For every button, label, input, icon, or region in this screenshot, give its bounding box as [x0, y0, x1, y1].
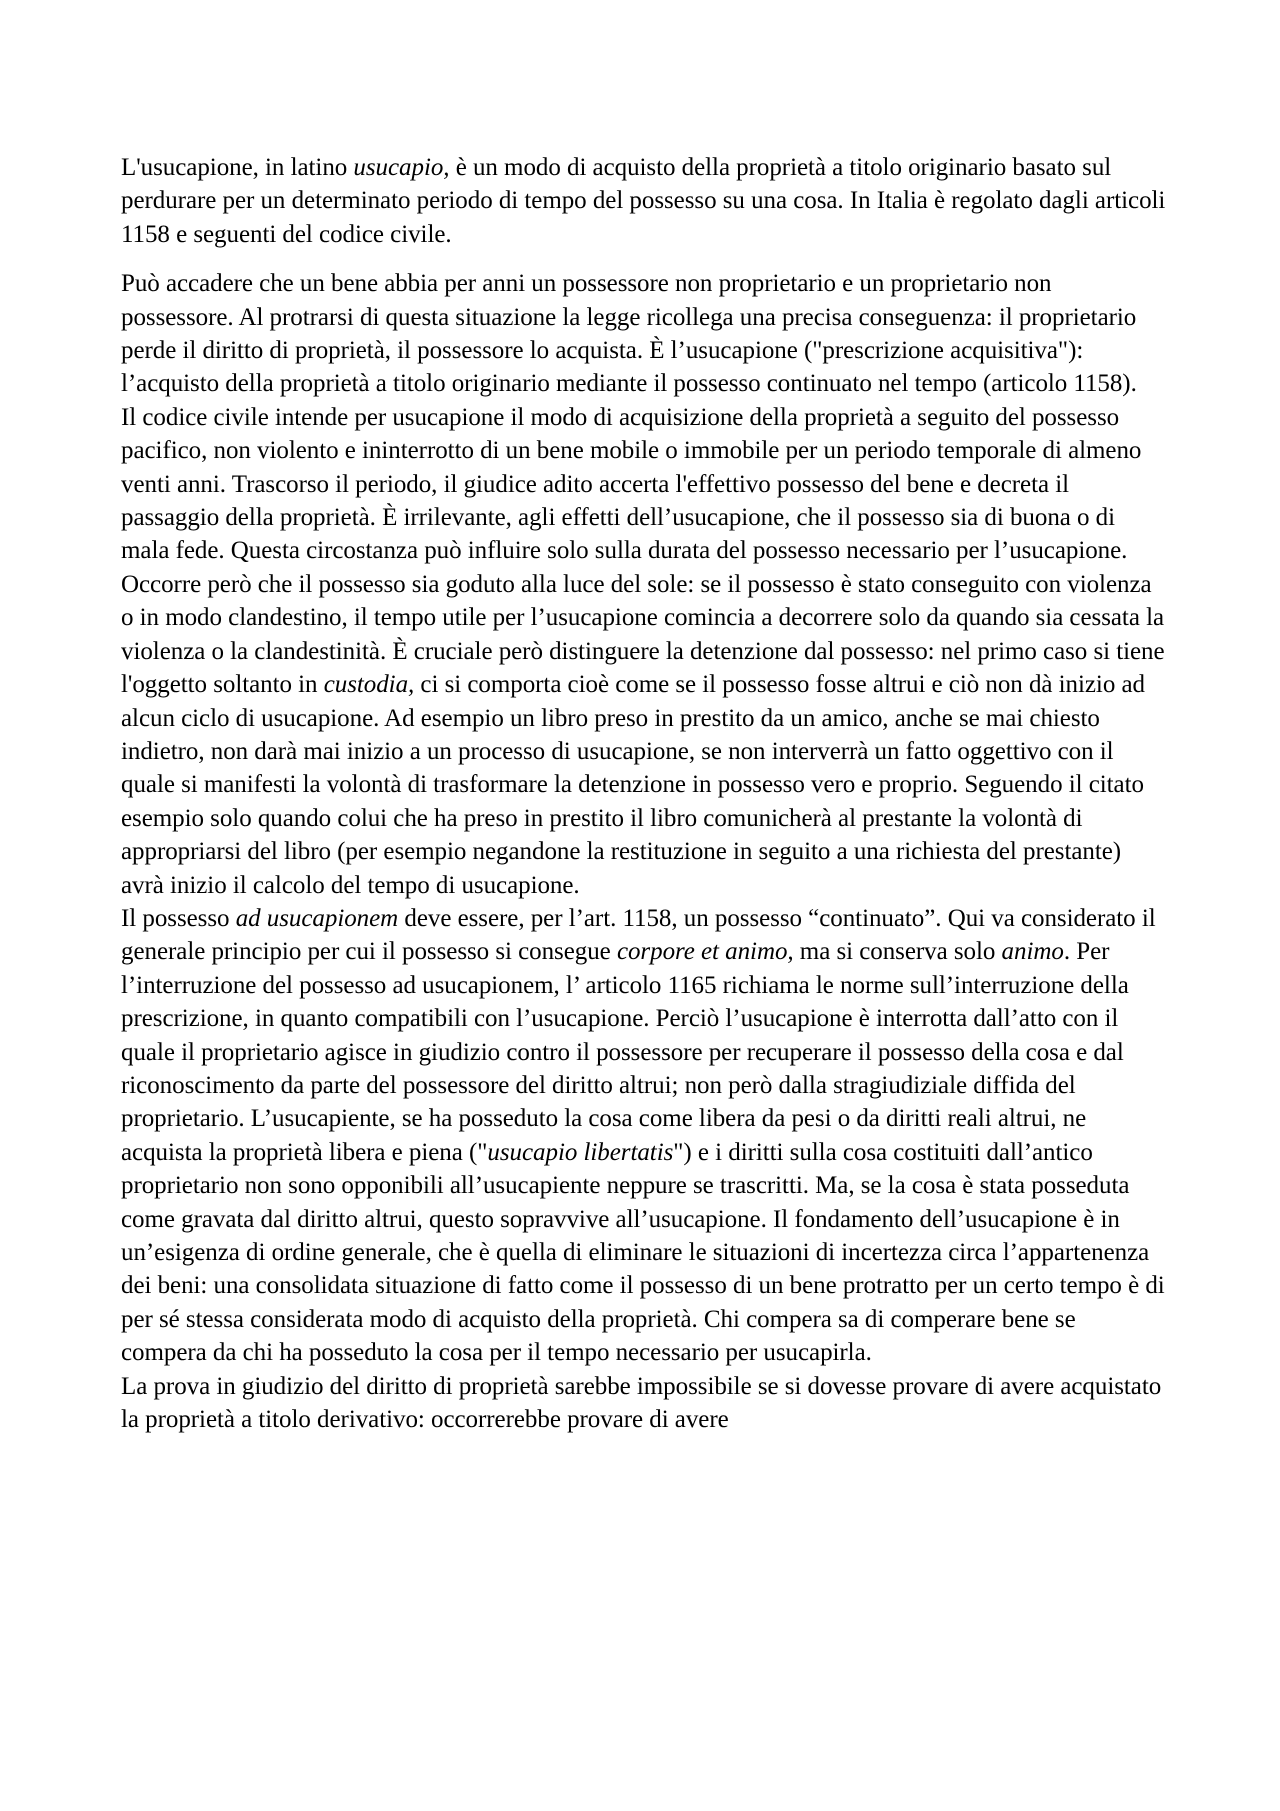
paragraph-possessore	[121, 267, 1166, 401]
text-run: deve essere, per l’art. 1158, un possesso “continuato”. Qui va considerato il generale principio per cui il possesso si consegue	[121, 904, 1156, 966]
text-run: ma si conserva solo	[793, 938, 1002, 966]
text-run: L'usucapione, in latino	[121, 154, 354, 181]
text-run: La prova in giudizio del diritto di proprietà sarebbe impossibile se si dovesse provare di avere acquistato la proprietà a titolo derivativo: occorrerebbe provare di avere	[121, 1372, 1162, 1434]
text-run: ci si comporta cioè come se il possesso fosse altrui e ciò non dà inizio ad alcun ciclo di usucapione. Ad esempio un libro preso in prestito da un amico, anche se mai chiesto indietro, non darà mai inizio a un processo di usucapione, se non interverrà un fatto oggettivo con il quale si manifesti la volontà di trasformare la detenzione in possesso vero e proprio. Seguendo il citato esempio solo quando colui che ha preso in prestito il libro comunicherà al prestante la volontà di appropriarsi del libro (per esempio negandone la restituzione in seguito a una richiesta del prestante) avrà inizio il calcolo del tempo di usucapione.	[121, 671, 1145, 899]
text-run: è un modo di acquisto della proprietà a titolo originario basato sul perdurare per un determinato periodo di tempo del possesso su una cosa. In Italia è regolato dagli articoli 1158 e seguenti del codice civile.	[121, 154, 1166, 248]
text-run: Il codice civile intende per usucapione il modo di acquisizione della proprietà a seguito del possesso pacifico, non violento e ininterrotto di un bene mobile o immobile per un periodo temporale di almeno venti anni. Trascorso il periodo, il giudice adito accerta l'effettivo possesso del bene e decreta il passaggio della proprietà. È irrilevante, agli effetti dell’usucapione, che il possesso sia di buona o di mala fede. Questa circostanza può influire solo sulla durata del possesso necessario per l’usucapione. Occorre però che il possesso sia goduto alla luce del sole: se il possesso è stato conseguito con violenza o in modo clandestino, il tempo utile per l’usucapione comincia a decorrere solo da quando sia cessata la violenza o la clandestinità. È cruciale però distinguere la detenzione dal possesso: nel primo caso si tiene l'oggetto soltanto in	[121, 403, 1165, 699]
paragraph-ad-usucapionem	[121, 902, 1166, 1370]
text-run-italic: corpore et animo,	[616, 938, 794, 966]
text-run: Può accadere che un bene abbia per anni un possessore non proprietario e un proprietario non possessore. Al protrarsi di questa situazione la legge ricollega una precisa conseguenza: il proprietario perde il diritto di proprietà, il possessore lo acquista. È l’usucapione ("prescrizione acquisitiva"): l’acquisto della proprietà a titolo originario mediante il possesso continuato nel tempo (articolo 1158).	[121, 270, 1137, 398]
paragraph-intro	[121, 151, 1166, 251]
text-run-italic: animo	[1001, 938, 1064, 966]
paragraph-codice-civile	[121, 401, 1166, 902]
text-run-italic: ad usucapionem	[235, 904, 399, 932]
text-run: Il possesso	[121, 904, 236, 932]
text-run-italic: custodia,	[323, 671, 415, 699]
text-run-italic: usucapio libertatis	[487, 1138, 674, 1166]
text-run-italic: usucapio,	[353, 154, 450, 181]
text-run: . Per l’interruzione del possesso ad usucapionem, l’ articolo 1165 richiama le norme sull’interruzione della prescrizione, in quanto compatibili con l’usucapione. Perciò l’usucapione è interrotta dall’atto con il quale il proprietario agisce in giudizio contro il possessore per recuperare il possesso della cosa e dal riconoscimento da parte del possessore del diritto altrui; non però dalla stragiudiziale diffida del proprietario. L’usucapiente, se ha posseduto la cosa come libera da pesi o da diritti reali altrui, ne acquista la proprietà libera e piena ("	[121, 938, 1129, 1166]
text-run: ") e i diritti sulla cosa costituiti dall’antico proprietario non sono opponibili all’usucapiente neppure se trascritti. Ma, se la cosa è stata posseduta come gravata dal diritto altrui, questo sopravvive all’usucapione. Il fondamento dell’usucapione è in un’esigenza di ordine generale, che è quella di eliminare le situazioni di incertezza circa l’appartenenza dei beni: una consolidata situazione di fatto come il possesso di un bene protratto per un certo tempo è di per sé stessa considerata modo di acquisto della proprietà. Chi compera sa di comperare bene se compera da chi ha posseduto la cosa per il tempo necessario per usucapirla.	[121, 1138, 1165, 1367]
document-body	[121, 151, 1166, 1436]
paragraph-prova-giudizio	[121, 1370, 1166, 1437]
